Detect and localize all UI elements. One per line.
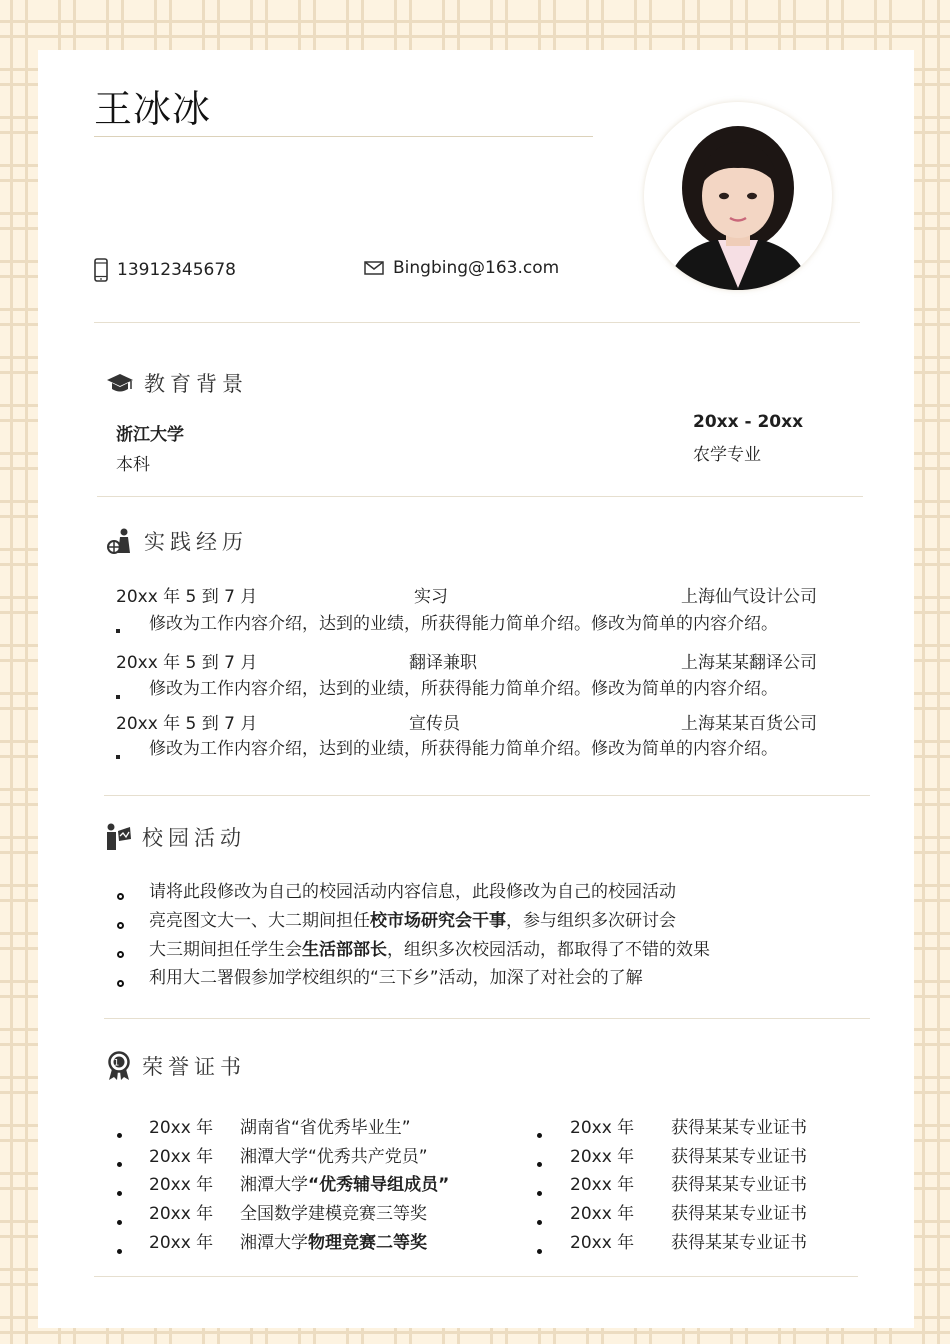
phone-number: 13912345678 [117, 260, 236, 280]
education-divider [97, 496, 863, 497]
practice-date: 20xx 年 5 到 7 月 [116, 587, 258, 607]
bottom-divider [94, 1276, 858, 1277]
campus-item: 大三期间担任学生会生活部部长，组织多次校园活动，都取得了不错的效果 [149, 940, 710, 960]
education-section-title [106, 368, 248, 398]
cert-year: 20xx 年 [570, 1147, 635, 1167]
svg-text:1: 1 [113, 1058, 125, 1069]
bullet-square [116, 744, 120, 763]
cert-year: 20xx 年 [570, 1233, 635, 1253]
bullet-dot [117, 1181, 122, 1200]
cert-name: 获得某某专业证书 [671, 1118, 807, 1138]
practice-company: 上海仙气设计公司 [681, 587, 817, 607]
practice-date: 20xx 年 5 到 7 月 [116, 714, 258, 734]
honor-year: 20xx 年 [149, 1204, 214, 1224]
campus-item: 亮亮图文大一、大二期间担任校市场研究会干事，参与组织多次研讨会 [149, 911, 676, 931]
practice-role: 宣传员 [409, 714, 460, 734]
practice-title-text: 实践经历 [144, 530, 248, 554]
graduation-cap-icon [106, 372, 134, 394]
name-divider [94, 136, 593, 137]
bullet-dot [537, 1210, 542, 1229]
cert-year: 20xx 年 [570, 1204, 635, 1224]
bullet-circle [117, 914, 124, 933]
degree: 本科 [116, 455, 150, 475]
mail-icon [364, 261, 384, 275]
practice-company: 上海某某翻译公司 [681, 653, 817, 673]
practice-desc: 修改为工作内容介绍，达到的业绩，所获得能力简单介绍。修改为简单的内容介绍。 [149, 614, 778, 634]
bullet-square [116, 684, 120, 703]
practice-role: 实习 [414, 587, 448, 607]
honors-section-title [106, 1051, 246, 1081]
honor-item: 全国数学建模竞赛三等奖 [240, 1204, 427, 1224]
practice-date: 20xx 年 5 到 7 月 [116, 653, 258, 673]
portrait-image [644, 102, 832, 290]
practice-section-title [106, 526, 248, 556]
cert-name: 获得某某专业证书 [671, 1204, 807, 1224]
bullet-dot [117, 1152, 122, 1171]
bullet-dot [537, 1123, 542, 1142]
honors-title-text: 荣誉证书 [142, 1055, 246, 1079]
phone-contact [94, 258, 236, 282]
bullet-circle [117, 943, 124, 962]
campus-divider [104, 1018, 870, 1019]
bullet-dot [117, 1210, 122, 1229]
honor-year: 20xx 年 [149, 1175, 214, 1195]
bullet-circle [117, 885, 124, 904]
email-contact [364, 258, 559, 278]
practice-desc: 修改为工作内容介绍，达到的业绩，所获得能力简单介绍。修改为简单的内容介绍。 [149, 739, 778, 759]
campus-section-title [106, 822, 246, 852]
bullet-dot [117, 1123, 122, 1142]
education-title-text: 教育背景 [144, 372, 248, 396]
practice-divider [104, 795, 870, 796]
honor-year: 20xx 年 [149, 1233, 214, 1253]
cert-name: 获得某某专业证书 [671, 1147, 807, 1167]
honor-item: 湘潭大学“优秀辅导组成员” [240, 1175, 450, 1195]
bullet-dot [117, 1239, 122, 1258]
honor-item: 湘潭大学物理竞赛二等奖 [240, 1233, 427, 1253]
bullet-dot [537, 1152, 542, 1171]
cert-name: 获得某某专业证书 [671, 1175, 807, 1195]
cert-year: 20xx 年 [570, 1118, 635, 1138]
award-medal-icon [106, 1051, 132, 1081]
campus-title-text: 校园活动 [142, 826, 246, 850]
profile-photo [644, 102, 832, 290]
cert-year: 20xx 年 [570, 1175, 635, 1195]
bullet-dot [537, 1181, 542, 1200]
honor-item: 湖南省“省优秀毕业生” [240, 1118, 411, 1138]
presenter-icon [106, 823, 132, 851]
honor-year: 20xx 年 [149, 1118, 214, 1138]
bullet-square [116, 618, 120, 637]
major: 农学专业 [693, 445, 761, 465]
campus-item: 请将此段修改为自己的校园活动内容信息，此段修改为自己的校园活动 [149, 882, 676, 902]
practice-role: 翻译兼职 [409, 653, 477, 673]
email-address: Bingbing@163.com [393, 258, 560, 278]
education-period: 20xx - 20xx [693, 412, 804, 432]
worker-icon [106, 527, 134, 555]
bullet-dot [537, 1239, 542, 1258]
phone-icon [94, 258, 108, 282]
cert-name: 获得某某专业证书 [671, 1233, 807, 1253]
practice-company: 上海某某百货公司 [681, 714, 817, 734]
header-divider [94, 322, 860, 323]
resume-sheet [38, 50, 914, 1328]
candidate-name: 王冰冰 [94, 87, 212, 131]
honor-item: 湘潭大学“优秀共产党员” [240, 1147, 428, 1167]
campus-item: 利用大二署假参加学校组织的“三下乡”活动，加深了对社会的了解 [149, 968, 643, 988]
bullet-circle [117, 972, 124, 991]
practice-desc: 修改为工作内容介绍，达到的业绩，所获得能力简单介绍。修改为简单的内容介绍。 [149, 679, 778, 699]
honor-year: 20xx 年 [149, 1147, 214, 1167]
school-name: 浙江大学 [116, 425, 184, 445]
